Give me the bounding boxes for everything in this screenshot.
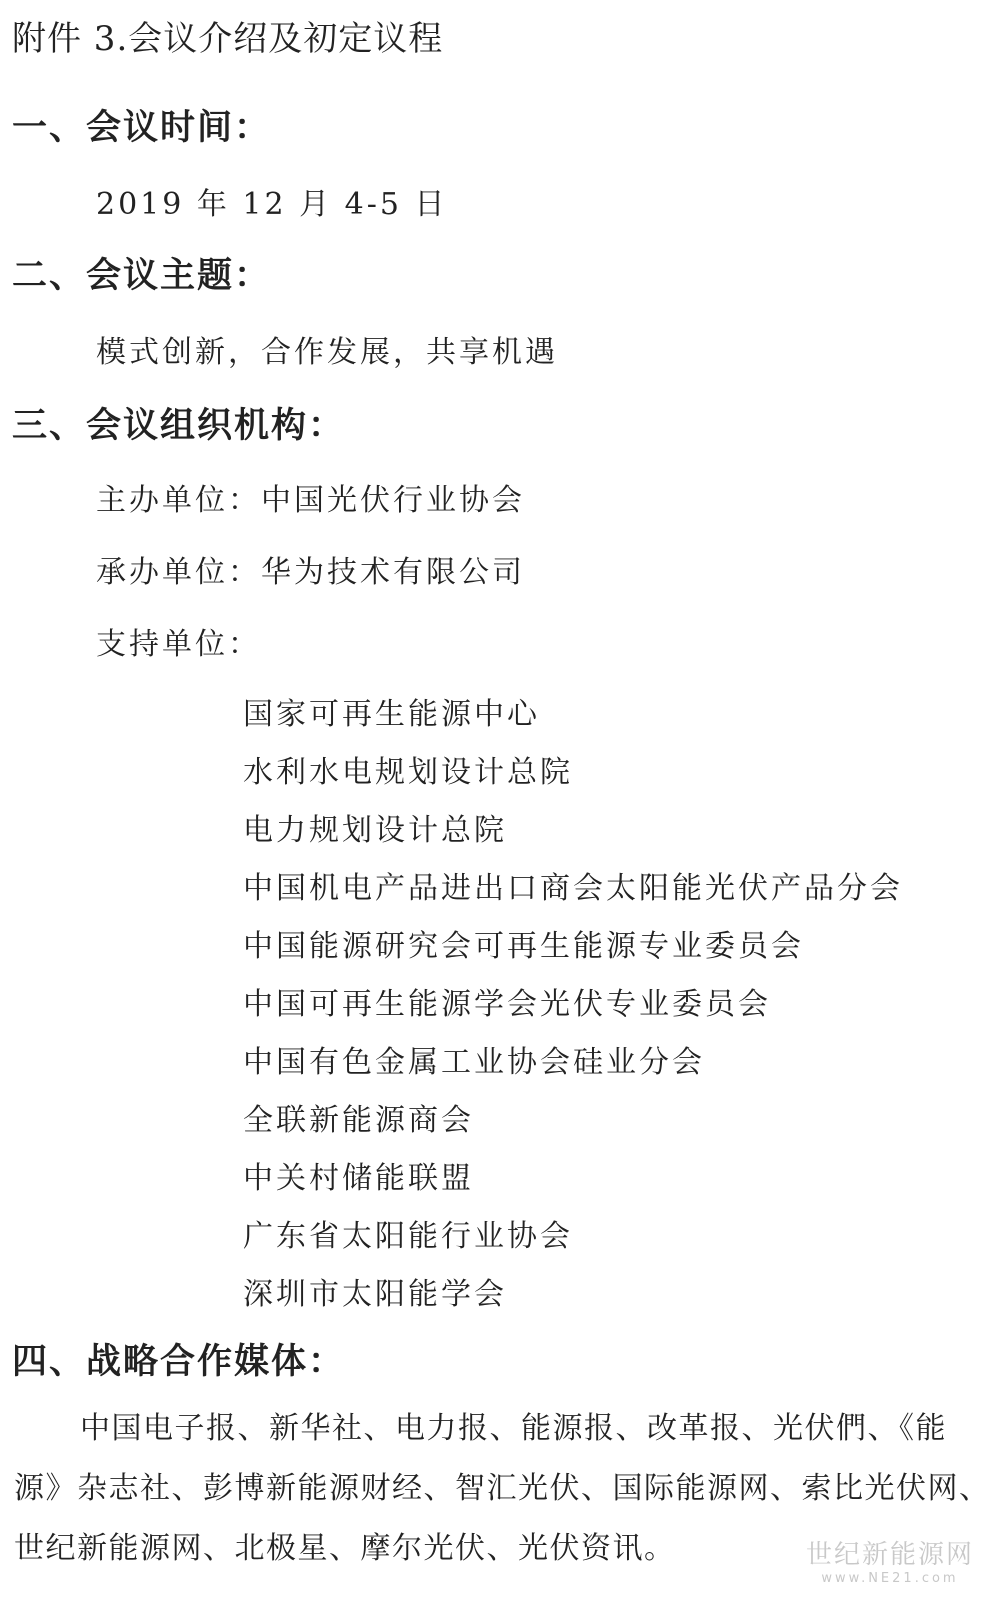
section-heading-organizers: 三、会议组织机构： xyxy=(12,405,346,446)
media-line: 源》杂志社、彭博新能源财经、智汇光伏、国际能源网、索比光伏网、 xyxy=(14,1471,991,1506)
supporter-item: 中国机电产品进出口商会太阳能光伏产品分会 xyxy=(243,871,903,906)
supporters-label: 支持单位： xyxy=(96,627,261,662)
supporter-item: 深圳市太阳能学会 xyxy=(243,1277,507,1312)
supporter-item: 电力规划设计总院 xyxy=(243,813,507,848)
watermark-url: www.NE21.com xyxy=(821,1571,959,1586)
host-unit: 主办单位：中国光伏行业协会 xyxy=(96,483,525,518)
supporter-item: 中国能源研究会可再生能源专业委员会 xyxy=(243,929,804,964)
section-heading-time: 一、会议时间： xyxy=(12,107,272,148)
meeting-theme-value: 模式创新，合作发展，共享机遇 xyxy=(96,335,558,370)
supporter-item: 中关村储能联盟 xyxy=(243,1161,474,1196)
section-heading-theme: 二、会议主题： xyxy=(12,255,272,296)
section-heading-media: 四、战略合作媒体： xyxy=(12,1341,346,1382)
watermark-name: 世纪新能源网 xyxy=(805,1540,974,1570)
supporter-item: 水利水电规划设计总院 xyxy=(243,755,573,790)
media-line: 世纪新能源网、北极星、摩尔光伏、光伏资讯。 xyxy=(14,1531,676,1566)
supporter-item: 中国可再生能源学会光伏专业委员会 xyxy=(243,987,771,1022)
supporter-item: 国家可再生能源中心 xyxy=(243,697,540,732)
supporter-item: 中国有色金属工业协会硅业分会 xyxy=(243,1045,705,1080)
media-line: 中国电子报、新华社、电力报、能源报、改革报、光伏們、《能 xyxy=(80,1411,947,1446)
watermark xyxy=(806,1542,974,1585)
organizer-unit: 承办单位：华为技术有限公司 xyxy=(96,555,525,590)
document-title: 附件 3.会议介绍及初定议程 xyxy=(12,19,444,59)
supporter-item: 全联新能源商会 xyxy=(243,1103,474,1138)
supporter-item: 广东省太阳能行业协会 xyxy=(243,1219,573,1254)
meeting-time-value: 2019 年 12 月 4-5 日 xyxy=(96,187,448,222)
